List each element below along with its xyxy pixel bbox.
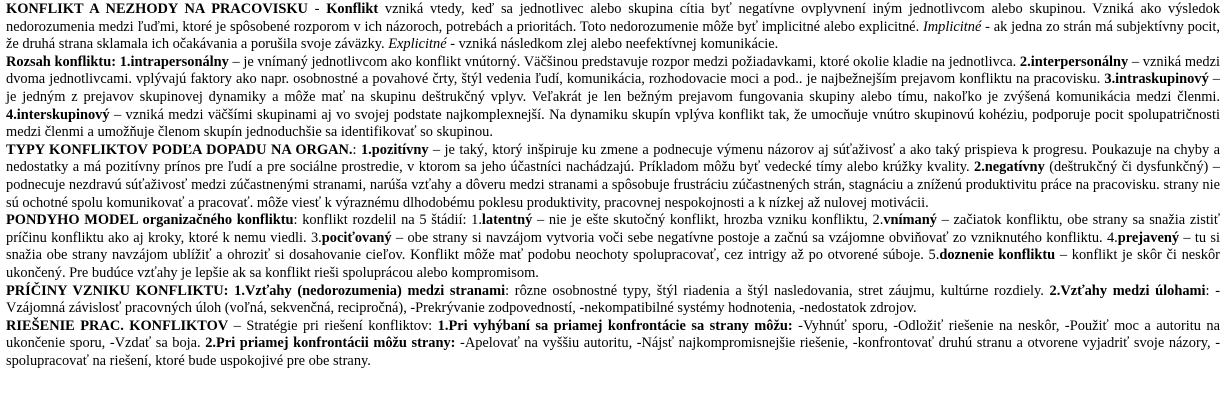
solution-paragraph: RIEŠENIE PRAC. KONFLIKTOV – Stratégie pri riešení konfliktov: 1.Pri vyhýbaní sa priamej konfrontácie sa strany môžu: -Vyhnúť sporu, -Odložiť riešenie na neskôr, -Použiť moc a autoritu na ukončenie sporu, -Vzdať sa boja. 2.Pri priamej konfrontácii môžu strany: -Apelovať na vyššiu autoritu, -Nájsť najkompromisnejšie riešenie, -konfrontovať druhú stranu a otvorene vyjadriť svoje názory, -spolupracovať na riešení, ktoré bude uspokojivé pre obe strany.: [6, 317, 1221, 369]
causes-paragraph: PRÍČINY VZNIKU KONFLIKTU: 1.Vzťahy (nedorozumenia) medzi stranami: rôzne osobnostné typy, štýl riadenia a štýl nasledovania, stret záujmu, kultúrne rozdiely. 2.Vzťahy medzi úlohami: -Vzájomná závislosť pracovných úloh (voľná, sekvenčná, recipročná), -Prekrývanie zodpovedností, -nekompatibilné systémy hodnotenia, -nedostatok zdrojov.: [6, 282, 1221, 317]
solution-heading: RIEŠENIE PRAC. KONFLIKTOV: [6, 317, 229, 334]
main-heading: KONFLIKT A NEZHODY NA PRACOVISKU: [6, 1, 308, 17]
scope-heading: Rozsah konfliktu:: [6, 53, 117, 70]
scope-item-interpersonal: 2.interpersonálny: [1019, 53, 1129, 70]
scope-item-intrapersonal: 1.intrapersonálny: [119, 53, 229, 70]
cause-relations-parties: 1.Vzťahy (nedorozumenia) medzi stranami: [234, 282, 506, 299]
stage-perceived: vnímaný: [883, 212, 937, 229]
scope-item-intergroup: 4.interskupinový: [6, 106, 110, 123]
term-explicit: Explicitné: [388, 36, 447, 53]
pondy-paragraph: PONDYHO MODEL organizačného konfliktu: konflikt rozdelil na 5 štádií: 1.latentný – nie je ešte skutočný konflikt, hrozba vzniku konfliktu, 2.vnímaný – začiatok konfliktu, obe strany sa snažia zistiť príčinu konfliktu ako aj kroky, ktoré k nemu viedli. 3.pociťovaný – obe strany si navzájom vytvoria voči sebe negatívne postoje a začnú sa vzájomne obviňovať zo vzniknutého konfliktu. 4.prejavený – tu si snažia obe strany navzájom ublížiť a ohroziť si dosahovanie cieľov. Konflikt môže mať podobu neochoty spolupracovať, cez intrigy až po otvorené súboje. 5.doznenie konfliktu – konflikt je skôr či neskôr ukončený. Pre budúce vzťahy je lepšie ak sa konflikt rieši spoluprácou alebo kompromisom.: [6, 212, 1221, 281]
scope-paragraph: Rozsah konfliktu: 1.intrapersonálny – je vnímaný jednotlivcom ako konflikt vnútorný. Väčšinou predstavuje rozpor medzi požiadavkami, ktoré okolie kladie na jednotlivca. 2.interpersonálny – vzniká medzi dvoma jednotlivcami. vplývajú faktory ako napr. osobnostné a povahové črty, štýl vedenia ľudí, komunikácia, rozhodovacie moci a pod.. je najbežnejším prejavom konfliktu na pracovisku. 3.intraskupinový – je jedným z prejavov skupinovej dynamiky a môže mať na skupinu deštrukčný vplyv. Veľakrát je len bežným prejavom fungovania skupiny alebo tímu, nakoľko je zvýšená komunikácia medzi členmi. 4.interskupinový – vzniká medzi väčšími skupinami aj vo svojej podstate najkomplexnejší. Na dynamiku skupín vplýva konflikt tak, že umocňuje vnútro skupinovú kohéziu, podporuje pocit spolupatričnosti medzi členmi a umožňuje členom skupín jednoduchšie sa identifikovať so skupinou.: [6, 53, 1220, 141]
types-paragraph: TYPY KONFLIKTOV PODĽA DOPADU NA ORGAN.: 1.pozitívny – je taký, ktorý inšpiruje ku zmene a podnecuje výmenu názorov aj súťaživosť a ako taký prispieva k progresu. Poukazuje na chyby a nedostatky a má pozitívny prínos pre ľudí a pre sociálne prostredie, v ktorom sa jeho účastníci nachádzajú. Príkladom môžu byť vedecké tímy alebo krúžky kvality. 2.negatívny (deštrukčný či dysfunkčný) – podnecuje nezdravú súťaživosť medzi zúčastnenými stranami, narúša vzťahy a dôveru medzi stranami a spôsobuje frustráciu zúčastnených strán, stagnáciu a zníženú produktivitu práce na pracovisku. strany nie sú ochotné spolu komunikovať a pracovať. môže viesť k výraznému dlhodobému poklesu produktivity, pracovnej nespokojnosti a k nízkej až nulovej motivácii.: [6, 141, 1220, 211]
scope-item-intragroup: 3.intraskupinový: [1104, 71, 1209, 88]
type-negative: 2.negatívny: [974, 159, 1045, 176]
stage-latent: latentný: [481, 212, 533, 229]
strategy-avoidance: 1.Pri vyhýbaní sa priamej konfrontácie sa strany môžu:: [437, 317, 793, 334]
pondy-heading: PONDYHO MODEL organizačného konfliktu: [6, 212, 294, 229]
strategy-confrontation: 2.Pri priamej konfrontácii môžu strany:: [205, 335, 456, 352]
causes-heading: PRÍČINY VZNIKU KONFLIKTU:: [6, 282, 229, 299]
cause-relations-tasks: 2.Vzťahy medzi úlohami: [1049, 282, 1206, 299]
stage-felt: pociťovaný: [321, 229, 392, 246]
intro-paragraph: KONFLIKT A NEZHODY NA PRACOVISKU - Konflikt vzniká vtedy, keď sa jednotlivec alebo skupina cítia byť negatívne ovplyvnení iným jednotlivcom alebo skupinou. Vzniká ako výsledok nedorozumenia medzi ľuďmi, ktoré je spôsobené rozporom v ich názoroch, potrebách a prioritách. Toto nedorozumenie môže byť implicitné alebo explicitné. Implicitné - ak jedna zo strán má subjektívny pocit, že druhá strana sklamala ich očakávania a porušila svoje záväzky. Explicitné - vzniká následkom zlej alebo neefektívnej komunikácie.: [6, 1, 1221, 53]
term-implicit: Implicitné: [922, 18, 982, 35]
types-heading: TYPY KONFLIKTOV PODĽA DOPADU NA ORGAN.: [6, 141, 353, 158]
stage-aftermath: doznenie konfliktu: [939, 247, 1056, 264]
type-positive: 1.pozitívny: [360, 141, 429, 158]
term-conflict: Konflikt: [326, 1, 379, 17]
stage-manifest: prejavený: [1117, 229, 1180, 246]
